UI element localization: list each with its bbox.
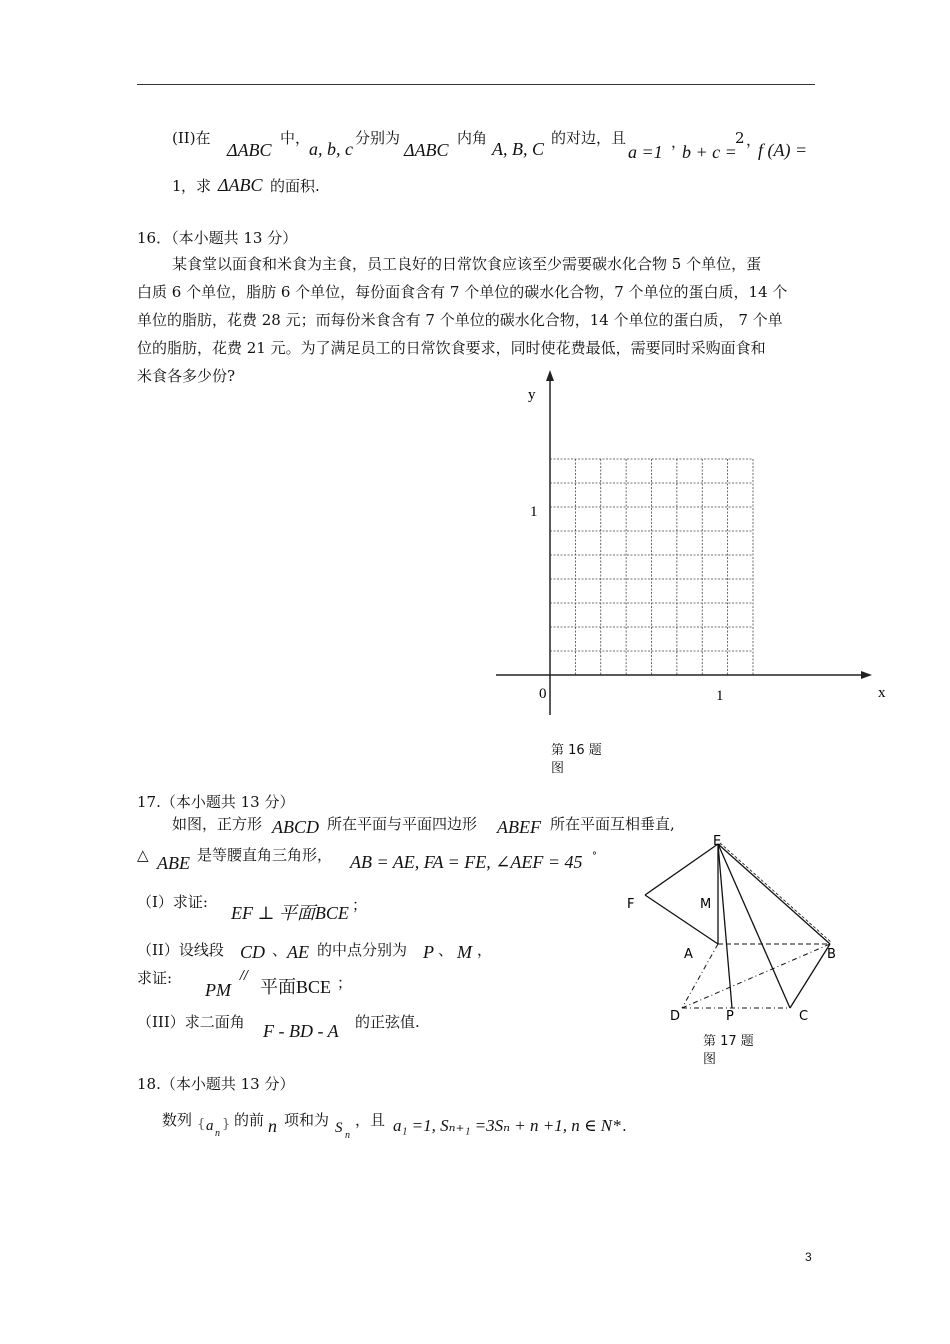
q16-line-2: 白质 6 个单位，脂肪 6 个单位，每份面食含有 7 个单位的碳水化合物，7 个单位的蛋白质，14 个 bbox=[137, 283, 788, 301]
q16-line-5: 米食各多少份? bbox=[137, 367, 236, 385]
vertex-b: B bbox=[827, 947, 836, 962]
origin-label: 0 bbox=[539, 686, 547, 702]
q17-abe: ABE bbox=[157, 853, 190, 873]
q17-part1 bbox=[137, 892, 397, 922]
vertex-e: E bbox=[713, 834, 722, 849]
q15-line1 bbox=[172, 128, 822, 168]
q18-s: S bbox=[335, 1120, 343, 1136]
q17-triangle-symbol: △ bbox=[137, 846, 149, 864]
q17-line1-c: 所在平面互相垂直, bbox=[550, 815, 675, 833]
q15-cond-f: f (A) = bbox=[758, 140, 808, 160]
q15-cond-a: a =1 bbox=[628, 142, 663, 162]
q18-shulie: 数列 bbox=[162, 1111, 193, 1129]
x-axis-label: x bbox=[878, 685, 886, 701]
x-axis-arrow bbox=[861, 671, 872, 679]
vertex-a: A bbox=[684, 947, 693, 962]
q18-n: n bbox=[268, 1116, 277, 1136]
vertex-c: C bbox=[799, 1009, 809, 1024]
header-rule bbox=[137, 84, 815, 85]
q17-qiuzheng: 求证: bbox=[137, 969, 173, 987]
q17-m: M bbox=[457, 942, 472, 962]
q15-cond-bc-val: 2 bbox=[735, 129, 745, 147]
q15-angles: A, B, C bbox=[492, 139, 544, 159]
q17-line1-a: 如图，正方形 bbox=[172, 815, 263, 833]
q17-square-name: ABCD bbox=[272, 817, 319, 837]
q15-abc: a, b, c bbox=[309, 139, 353, 159]
y-axis-arrow bbox=[546, 370, 554, 381]
edge-ec bbox=[718, 844, 790, 1008]
q18-xianghe: 项和为 bbox=[284, 1111, 330, 1129]
vertex-d: D bbox=[670, 1009, 681, 1024]
x-tick-label: 1 bbox=[716, 688, 724, 704]
vertex-p: P bbox=[726, 1009, 734, 1024]
q15-fenbie: 分别为 bbox=[355, 129, 401, 147]
q16-line-3: 单位的脂肪，花费 28 元；而每份米食含有 7 个单位的碳水化合物，14 个单位的蛋白质， 7 个单 bbox=[137, 311, 783, 329]
q17-p: P bbox=[423, 942, 434, 962]
q17-plane-bce: 平面BCE bbox=[260, 977, 332, 997]
q17-part3-math: F - BD - A bbox=[263, 1021, 339, 1041]
q15-duibian: 的对边，且 bbox=[551, 129, 627, 147]
q15-qiu: ，求 bbox=[181, 177, 212, 195]
q18-line1: 数列 { a n } 的前 n 项和为 S n ，且 a₁ =1, Sₙ₊₁ =3Sₙ + n +1, n ∈ N* . bbox=[162, 1110, 662, 1142]
vertex-f: F bbox=[627, 897, 635, 912]
edge-bc bbox=[790, 944, 830, 1008]
q15-cond-bc: b + c = bbox=[682, 142, 737, 162]
q17-degree: ° bbox=[592, 851, 597, 862]
q17-line2 bbox=[137, 845, 617, 879]
q17-part2-line1 bbox=[137, 940, 517, 966]
q15-part2-label: (II)在 bbox=[172, 129, 211, 147]
q17-part2-end: ； bbox=[337, 974, 353, 992]
q17-header: 17.（本小题共 13 分） bbox=[137, 793, 295, 811]
page-number: 3 bbox=[805, 1250, 812, 1264]
q17-caption-2: 图 bbox=[703, 1052, 717, 1067]
q18-seq-sub: n bbox=[215, 1128, 220, 1139]
edge-eb-dashed bbox=[720, 843, 832, 943]
edge-eb bbox=[718, 844, 830, 944]
q17-pm: PM bbox=[205, 980, 231, 1000]
q15-triangle-2: ΔABC bbox=[404, 140, 449, 160]
q16-caption-2: 图 bbox=[551, 761, 565, 776]
q17-line1-b: 所在平面与平面四边形 bbox=[327, 815, 478, 833]
q18-s-sub: n bbox=[345, 1130, 350, 1141]
q17-midpoints: 的中点分别为 bbox=[317, 941, 408, 959]
q15-comma2: ， bbox=[746, 131, 762, 149]
q16-caption-1: 第 16 题 bbox=[551, 743, 602, 758]
q17-ae: AE bbox=[287, 942, 309, 962]
q16-line-4: 位的脂肪，花费 21 元。为了满足员工的日常饮食要求，同时使花费最低，需要同时采购面食和 bbox=[137, 339, 766, 357]
edge-db bbox=[682, 944, 830, 1008]
q17-part1-end: ； bbox=[352, 896, 368, 914]
q17-part2-comma: ， bbox=[477, 941, 493, 959]
edge-mp bbox=[718, 844, 732, 1008]
q18-qie: ，且 bbox=[355, 1111, 386, 1129]
q17-part3-end: 的正弦值. bbox=[355, 1013, 420, 1031]
q17-part2-line2 bbox=[137, 968, 397, 1002]
q17-parallel: // bbox=[240, 968, 249, 982]
q18-condition: a₁ =1, Sₙ₊₁ =3Sₙ + n +1, n ∈ N* bbox=[393, 1116, 621, 1135]
q15-triangle-1: ΔABC bbox=[227, 140, 272, 160]
vertex-m: M bbox=[700, 897, 712, 912]
q18-qian: 的前 bbox=[234, 1111, 265, 1129]
q17-dun: 、 bbox=[272, 941, 288, 959]
q15-f-value: 1 bbox=[172, 177, 182, 195]
q17-conditions: AB = AE, FA = FE, ∠AEF = 45 bbox=[350, 852, 583, 872]
q16-header: 16．（本小题共 13 分） bbox=[137, 229, 298, 247]
q15-comma1: ， bbox=[671, 133, 687, 151]
q17-cd: CD bbox=[240, 942, 266, 962]
q15-triangle-3: ΔABC bbox=[218, 175, 263, 195]
q17-part1-math: EF ⊥ 平面BCE bbox=[231, 903, 349, 923]
q17-part3-label: （III）求二面角 bbox=[137, 1013, 245, 1031]
q17-caption-1: 第 17 题 bbox=[703, 1034, 754, 1049]
q15-line2-end: 的面积. bbox=[270, 177, 320, 195]
q15-zhong: 中， bbox=[280, 129, 311, 147]
q17-part2-label: （II）设线段 bbox=[137, 941, 224, 959]
edge-ef bbox=[645, 844, 718, 895]
q18-seq: a bbox=[206, 1118, 214, 1134]
y-axis-label: y bbox=[528, 387, 536, 403]
q17-part3 bbox=[137, 1012, 467, 1042]
q17-part1-label: （I）求证: bbox=[137, 893, 208, 911]
q18-end: . bbox=[622, 1117, 627, 1135]
q18-header: 18.（本小题共 13 分） bbox=[137, 1075, 295, 1093]
q17-figure bbox=[620, 832, 845, 1032]
q16-line-1: 某食堂以面食和米食为主食，员工良好的日常饮食应该至少需要碳水化合物 5 个单位，蛋 bbox=[172, 255, 762, 273]
grid-cells bbox=[550, 459, 753, 675]
q17-line2-a: 是等腰直角三角形， bbox=[197, 846, 333, 864]
q17-quad-name: ABEF bbox=[497, 817, 541, 837]
q16-figure-grid bbox=[490, 365, 900, 725]
q17-dun2: 、 bbox=[438, 941, 454, 959]
q15-neijiao: 内角 bbox=[457, 129, 488, 147]
q15-line2 bbox=[172, 176, 472, 200]
y-tick-label: 1 bbox=[530, 504, 538, 520]
